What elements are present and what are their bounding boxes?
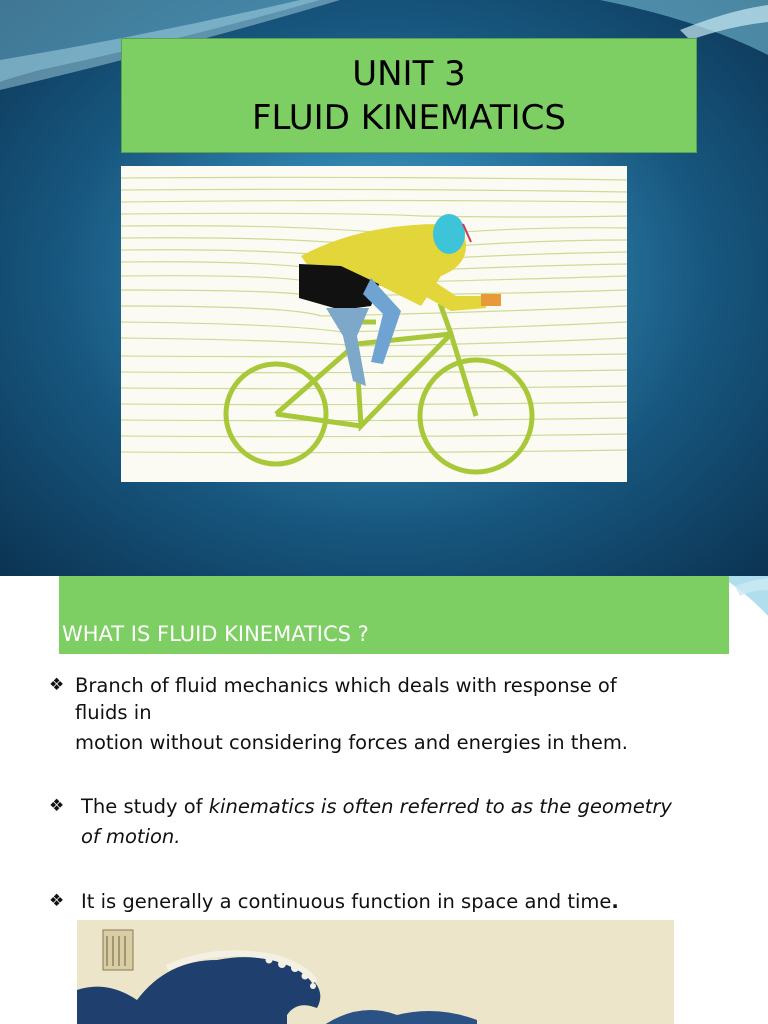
bullet-1-line-2: fluids in (75, 701, 152, 724)
bullet-diamond-icon: ❖ (49, 675, 65, 695)
title-banner (121, 38, 697, 153)
bullet-1 (49, 671, 729, 761)
title-line-1: UNIT 3 (352, 53, 466, 94)
wave-illustration (77, 920, 674, 1024)
bullet-2-italic-1: kinematics is often referred to as the geometry (208, 795, 672, 818)
slide-heading: WHAT IS FLUID KINEMATICS ? (62, 622, 369, 646)
great-wave-image (77, 920, 674, 1024)
cyclist-airflow-image (121, 166, 627, 482)
bullet-diamond-icon: ❖ (49, 796, 65, 816)
bullet-2 (49, 792, 729, 852)
bullet-3 (49, 887, 729, 917)
bullet-2-prefix: The study of (81, 795, 209, 818)
cyclist-illustration (121, 166, 627, 482)
content-slide (0, 576, 768, 1024)
bullet-2-italic-2: of motion. (81, 825, 181, 848)
bullet-1-line-1: Branch of fluid mechanics which deals with response of (75, 674, 617, 697)
bullet-1-line-3: motion without considering forces and energies in them. (75, 731, 629, 754)
bullet-3-text: It is generally a continuous function in space and time (81, 890, 612, 913)
bullet-3-period: . (611, 890, 619, 913)
bullet-diamond-icon: ❖ (49, 891, 65, 911)
title-line-2: FLUID KINEMATICS (251, 97, 567, 138)
